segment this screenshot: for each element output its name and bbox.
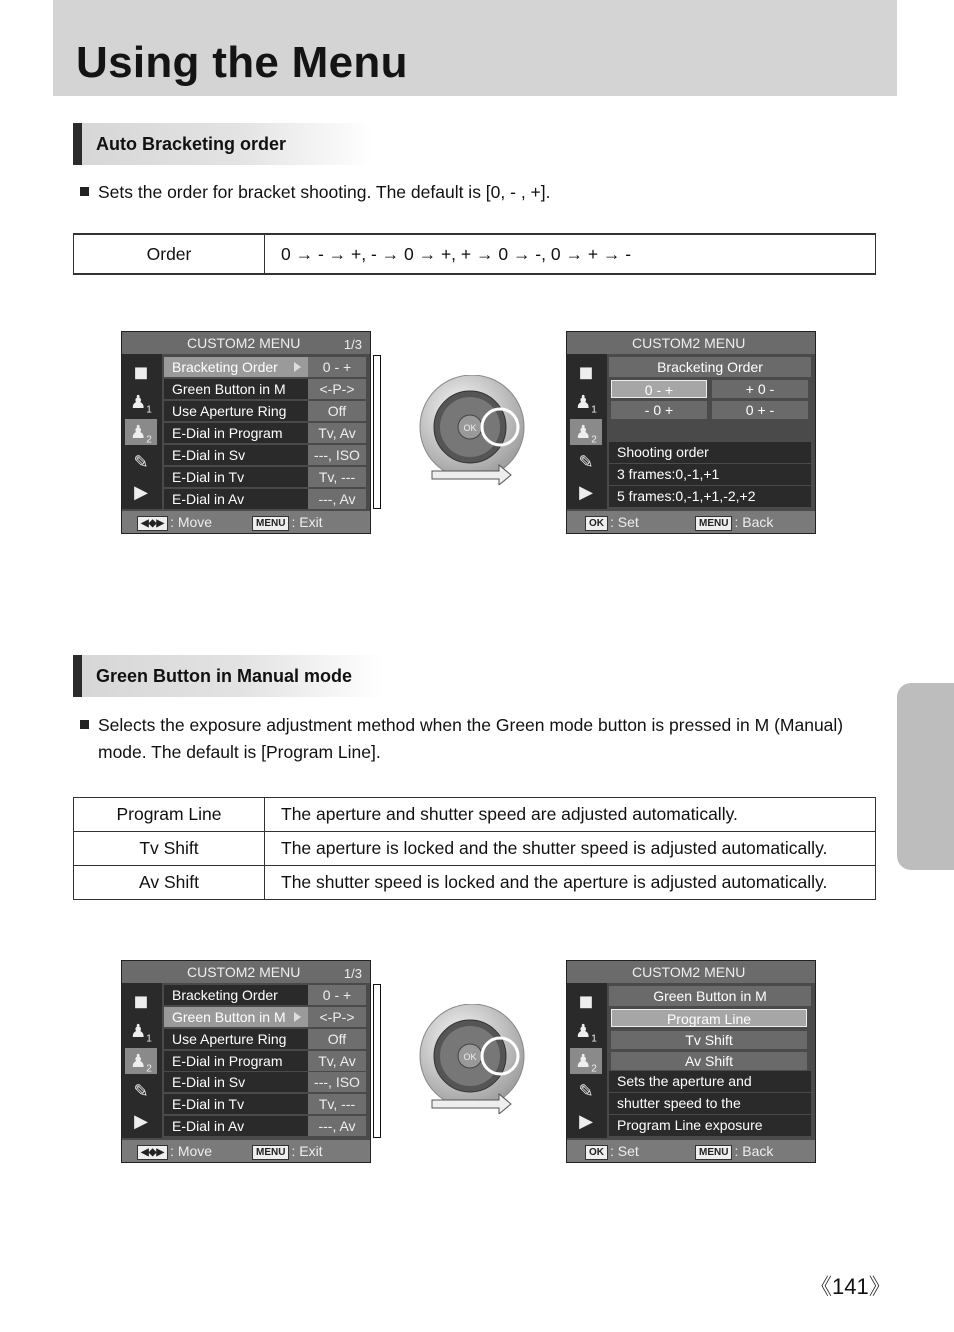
menu-page: 1/3 [343, 337, 362, 352]
menu-title: CUSTOM2 MENU [632, 335, 746, 351]
custom2-icon[interactable]: $♟_2$ [125, 1048, 157, 1074]
menu-footer [122, 1140, 370, 1162]
menu-item-value: Tv, Av [308, 1051, 366, 1071]
menu-item-label: E-Dial in Program [164, 423, 312, 443]
ok-button-icon: OK [585, 1145, 608, 1160]
camera-menu-screen [121, 960, 371, 1163]
menu-item[interactable] [164, 1029, 366, 1050]
menu-item-value: Tv, --- [308, 467, 366, 487]
menu-footer [567, 1140, 815, 1162]
description-line: 5 frames:0,-1,+1,-2,+2 [609, 486, 811, 507]
menu-header [122, 332, 370, 354]
menu-button-icon: MENU [695, 516, 732, 531]
menu-page: 1/3 [343, 966, 362, 981]
menu-item[interactable] [164, 1051, 366, 1072]
camera-menu-screen [121, 331, 371, 534]
footer-back: : Back [734, 514, 774, 530]
menu-item-label: Use Aperture Ring [164, 401, 312, 421]
heading-bar [73, 123, 82, 165]
section-title: Auto Bracketing order [96, 134, 287, 154]
menu-button-icon: MENU [252, 1145, 289, 1160]
table-row [74, 832, 876, 866]
table-key: Order [74, 234, 265, 274]
menu-item[interactable] [164, 1072, 366, 1093]
footer-exit: : Exit [291, 1143, 323, 1159]
wrench-icon[interactable]: ✎ [133, 452, 149, 472]
description-line: Shooting order [609, 442, 811, 463]
menu-item-value: Off [308, 1029, 366, 1049]
custom1-icon[interactable]: $♟_1$ [130, 1021, 152, 1045]
camera-icon[interactable]: ◼ [578, 991, 594, 1011]
footer-set: : Set [610, 1143, 639, 1159]
table-key: Av Shift [74, 866, 265, 900]
play-icon[interactable]: ▶ [134, 482, 148, 502]
bullet-content: Sets the order for bracket shooting. The default is [0, - , +]. [98, 182, 551, 202]
menu-item[interactable] [164, 1116, 366, 1137]
menu-tabs [122, 983, 162, 1138]
menu-item-value: <-P-> [308, 1007, 366, 1027]
wrench-icon[interactable]: ✎ [578, 1081, 594, 1101]
title-banner [53, 0, 897, 96]
description-line: 3 frames:0,-1,+1 [609, 464, 811, 485]
menu-title: CUSTOM2 MENU [187, 335, 301, 351]
table-key: Tv Shift [74, 832, 265, 866]
submenu-title: Bracketing Order [609, 357, 811, 377]
menu-item[interactable] [164, 357, 366, 378]
table-value: The aperture and shutter speed are adjusted automatically. [265, 798, 876, 832]
camera-icon[interactable]: ◼ [133, 362, 149, 382]
option-item[interactable]: Program Line [611, 1009, 807, 1027]
footer-move: : Move [170, 1143, 213, 1159]
menu-item-label: Green Button in M [164, 379, 312, 399]
bullet-square-icon [80, 720, 89, 729]
table-value: The aperture is locked and the shutter speed is adjusted automatically. [265, 832, 876, 866]
menu-button-icon: MENU [695, 1145, 732, 1160]
camera-submenu-screen [566, 331, 816, 534]
bullet-content: Selects the exposure adjustment method when the Green mode button is pressed in M (Manual) [98, 715, 844, 735]
section-title: Green Button in Manual mode [96, 666, 353, 686]
menu-item-value: ---, ISO [308, 445, 366, 465]
menu-item[interactable] [164, 467, 366, 488]
footer-back: : Back [734, 1143, 774, 1159]
description-line: Sets the aperture and [609, 1071, 811, 1092]
table-value: The shutter speed is locked and the aperture is adjusted automatically. [265, 866, 876, 900]
chapter-tab [897, 683, 954, 870]
menu-item-label: E-Dial in Av [164, 1116, 312, 1136]
menu-item-value: <-P-> [308, 379, 366, 399]
menu-footer [122, 511, 370, 533]
table-row [74, 866, 876, 900]
scrollbar[interactable] [373, 984, 381, 1138]
option-item[interactable]: - 0 + [611, 401, 707, 419]
menu-item-label: E-Dial in Sv [164, 445, 312, 465]
page-number: 《141》 [810, 1274, 891, 1299]
menu-item-label: E-Dial in Program [164, 1051, 312, 1071]
four-way-controller-icon [417, 375, 527, 485]
camera-icon[interactable]: ◼ [578, 362, 594, 382]
menu-header [122, 961, 370, 983]
footer-move: : Move [170, 514, 213, 530]
menu-tabs [567, 983, 607, 1138]
menu-header [567, 961, 815, 983]
menu-item[interactable] [164, 423, 366, 444]
order-table [73, 233, 876, 275]
footer-exit: : Exit [291, 514, 323, 530]
scrollbar[interactable] [373, 355, 381, 509]
menu-item-value: Off [308, 401, 366, 421]
menu-item-value: ---, Av [308, 489, 366, 509]
section-heading-green-button [73, 655, 383, 697]
custom2-icon[interactable]: $♟_2$ [570, 419, 602, 445]
menu-item-value: Tv, --- [308, 1094, 366, 1114]
menu-item-value: ---, ISO [308, 1072, 366, 1092]
menu-item-label: E-Dial in Tv [164, 467, 312, 487]
menu-item-label: Bracketing Order [164, 985, 312, 1005]
menu-item[interactable] [164, 1094, 366, 1115]
menu-title: CUSTOM2 MENU [187, 964, 301, 980]
table-row [74, 798, 876, 832]
play-icon[interactable]: ▶ [134, 1111, 148, 1131]
menu-item-label: Use Aperture Ring [164, 1029, 312, 1049]
ok-button-icon: OK [585, 516, 608, 531]
description-line: Program Line exposure [609, 1115, 811, 1136]
menu-tabs [122, 354, 162, 509]
menu-item-label: Bracketing Order [164, 357, 312, 377]
menu-item[interactable] [164, 401, 366, 422]
arrow-right-icon [294, 1012, 301, 1022]
green-button-table [73, 797, 876, 900]
menu-item-label: E-Dial in Tv [164, 1094, 312, 1114]
four-way-controller-icon [417, 1004, 527, 1114]
custom2-icon[interactable]: $♟_2$ [570, 1048, 602, 1074]
bullet-square-icon [80, 187, 89, 196]
section-heading-auto-bracketing [73, 123, 373, 165]
menu-item-value: ---, Av [308, 1116, 366, 1136]
play-icon[interactable]: ▶ [579, 1111, 593, 1131]
menu-item[interactable] [164, 445, 366, 466]
camera-icon[interactable]: ◼ [133, 991, 149, 1011]
custom1-icon[interactable]: $♟_1$ [575, 1021, 597, 1045]
table-row [74, 234, 876, 274]
wrench-icon[interactable]: ✎ [578, 452, 594, 472]
option-item[interactable]: Av Shift [611, 1052, 807, 1070]
menu-header [567, 332, 815, 354]
menu-footer [567, 511, 815, 533]
menu-tabs [567, 354, 607, 509]
bullet-content-line2: mode. The default is [Program Line]. [98, 742, 381, 762]
custom2-icon[interactable]: $♟_2$ [125, 419, 157, 445]
custom1-icon[interactable]: $♟_1$ [575, 392, 597, 416]
menu-item[interactable] [164, 985, 366, 1006]
option-item[interactable]: + 0 - [712, 380, 808, 398]
menu-button-icon: MENU [252, 516, 289, 531]
menu-item-label: E-Dial in Av [164, 489, 312, 509]
footer-set: : Set [610, 514, 639, 530]
ok-label: OK [463, 1052, 477, 1062]
menu-item-value: 0 - + [308, 357, 366, 377]
menu-item[interactable] [164, 379, 366, 400]
page-title: Using the Menu [76, 38, 408, 87]
menu-item-label: E-Dial in Sv [164, 1072, 312, 1092]
arrow-right-icon [294, 362, 301, 372]
option-item[interactable]: 0 - + [611, 380, 707, 398]
heading-bar [73, 655, 82, 697]
menu-item-value: 0 - + [308, 985, 366, 1005]
option-item[interactable]: 0 + - [712, 401, 808, 419]
nav-button-icon: ◀◆▶ [137, 516, 168, 531]
description-line: shutter speed to the [609, 1093, 811, 1114]
menu-item-label: Green Button in M [164, 1007, 312, 1027]
option-item[interactable]: Tv Shift [611, 1031, 807, 1049]
table-key: Program Line [74, 798, 265, 832]
custom1-icon[interactable]: $♟_1$ [130, 392, 152, 416]
wrench-icon[interactable]: ✎ [133, 1081, 149, 1101]
table-value: 0 → - → +, - → 0 → +, + → 0 → -, 0 → + → - [265, 234, 876, 274]
play-icon[interactable]: ▶ [579, 482, 593, 502]
menu-item-value: Tv, Av [308, 423, 366, 443]
bullet-text [80, 712, 870, 766]
menu-item[interactable] [164, 489, 366, 510]
ok-label: OK [463, 423, 477, 433]
menu-item[interactable] [164, 1007, 366, 1028]
nav-button-icon: ◀◆▶ [137, 1145, 168, 1160]
submenu-title: Green Button in M [609, 986, 811, 1006]
camera-submenu-screen [566, 960, 816, 1163]
bullet-text [80, 179, 870, 206]
menu-title: CUSTOM2 MENU [632, 964, 746, 980]
